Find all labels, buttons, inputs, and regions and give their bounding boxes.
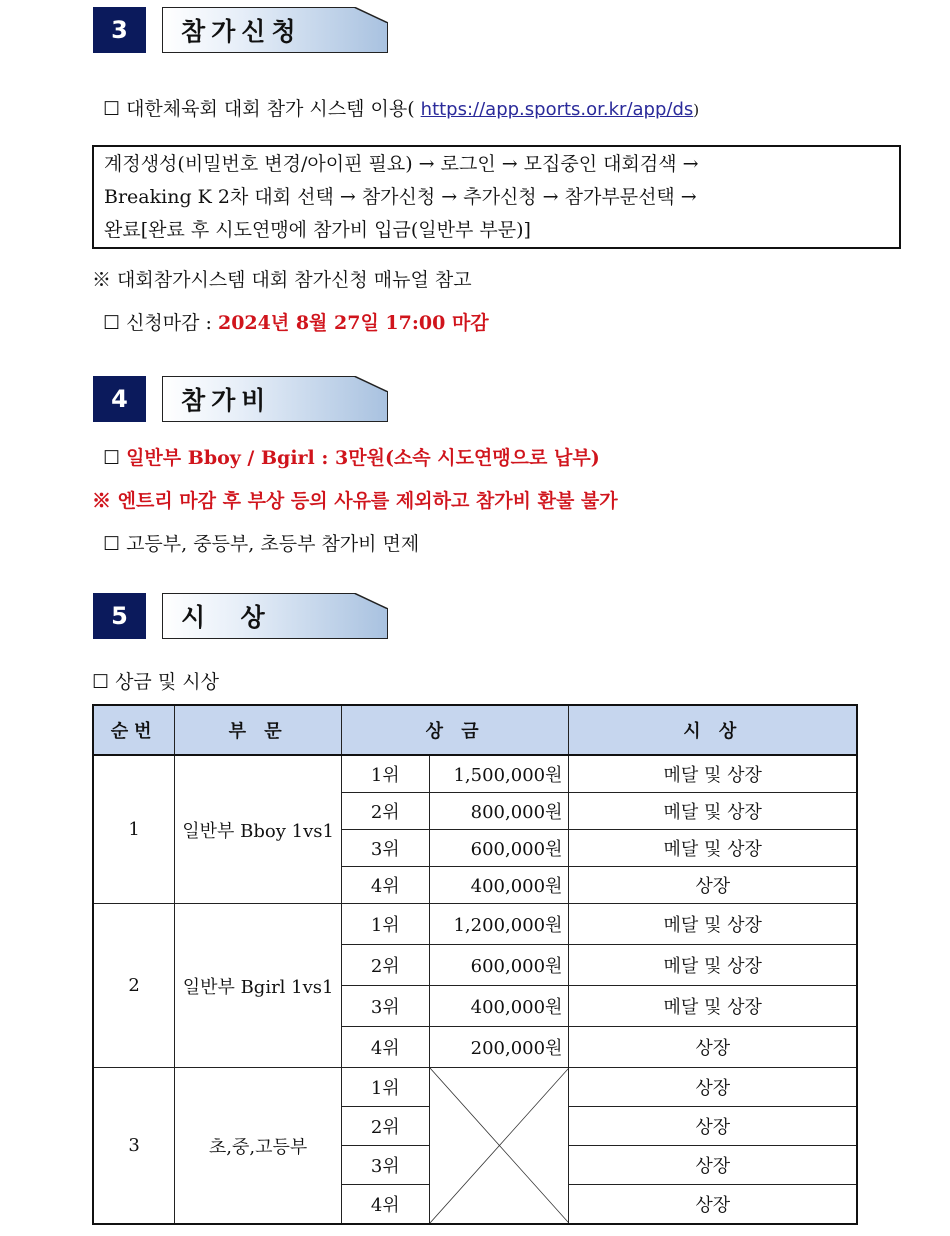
procedure-line-3: 완료[완료 후 시도연맹에 참가비 입금(일반부 부문)] bbox=[104, 219, 531, 241]
corner-fold-icon bbox=[354, 376, 388, 392]
system-usage-suffix: ) bbox=[693, 101, 700, 119]
group-division: 일반부 Bgirl 1vs1 bbox=[175, 904, 342, 1068]
rank-cell: 4위 bbox=[341, 1185, 429, 1225]
rank-cell: 2위 bbox=[341, 945, 429, 986]
manual-note: ※ 대회참가시스템 대회 참가신청 매뉴얼 참고 bbox=[92, 269, 472, 291]
money-cell: 1,200,000원 bbox=[429, 904, 569, 945]
money-cell: 1,500,000원 bbox=[429, 755, 569, 793]
award-cell: 메달 및 상장 bbox=[569, 830, 857, 867]
corner-fold-icon bbox=[354, 593, 388, 609]
procedure-box bbox=[92, 145, 901, 249]
rank-cell: 2위 bbox=[341, 793, 429, 830]
rank-cell: 1위 bbox=[341, 904, 429, 945]
section-3-number: 3 bbox=[93, 7, 146, 53]
award-cell: 상장 bbox=[569, 1107, 857, 1146]
section-5-title bbox=[162, 593, 388, 639]
rank-cell: 3위 bbox=[341, 986, 429, 1027]
section-4-number: 4 bbox=[93, 376, 146, 422]
cross-out-icon bbox=[430, 1068, 569, 1223]
rank-cell: 1위 bbox=[341, 755, 429, 793]
fee-line bbox=[103, 443, 600, 470]
award-cell: 메달 및 상장 bbox=[569, 986, 857, 1027]
header-award: 시 상 bbox=[569, 705, 857, 755]
deadline-label: ☐ 신청마감 : bbox=[103, 312, 218, 334]
corner-fold-icon bbox=[354, 7, 388, 23]
deadline-line bbox=[103, 308, 489, 335]
header-division: 부 문 bbox=[175, 705, 342, 755]
rank-cell: 4위 bbox=[341, 1027, 429, 1068]
fee-checkbox: ☐ bbox=[103, 447, 127, 469]
award-cell: 상장 bbox=[569, 1068, 857, 1107]
money-cell: 600,000원 bbox=[429, 945, 569, 986]
system-usage-text: ☐ 대한체육회 대회 참가 시스템 이용( bbox=[103, 98, 415, 120]
section-5-title-text: 시 상 bbox=[181, 603, 271, 632]
money-cell: 400,000원 bbox=[429, 986, 569, 1027]
section-4-title bbox=[162, 376, 388, 422]
section-4-title-text: 참가비 bbox=[181, 386, 272, 415]
award-cell: 메달 및 상장 bbox=[569, 793, 857, 830]
award-cell: 메달 및 상장 bbox=[569, 755, 857, 793]
award-cell: 메달 및 상장 bbox=[569, 945, 857, 986]
money-cell: 800,000원 bbox=[429, 793, 569, 830]
refund-note: ※ 엔트리 마감 후 부상 등의 사유를 제외하고 참가비 환불 불가 bbox=[92, 490, 618, 512]
section-5-number: 5 bbox=[93, 593, 146, 639]
procedure-line-2: Breaking K 2차 대회 선택 → 참가신청 → 추가신청 → 참가부문선택 → bbox=[104, 186, 697, 208]
registration-link[interactable]: https://app.sports.or.kr/app/ds bbox=[420, 99, 694, 120]
group-no: 1 bbox=[93, 755, 175, 904]
fee-value: 일반부 Bboy / Bgirl : 3만원(소속 시도연맹으로 납부) bbox=[126, 447, 600, 469]
fee-exempt-line: ☐ 고등부, 중등부, 초등부 참가비 면제 bbox=[103, 533, 420, 555]
award-cell: 상장 bbox=[569, 1185, 857, 1225]
rank-cell: 3위 bbox=[341, 1146, 429, 1185]
rank-cell: 2위 bbox=[341, 1107, 429, 1146]
award-cell: 상장 bbox=[569, 867, 857, 904]
group-no: 3 bbox=[93, 1068, 175, 1225]
money-cell: 200,000원 bbox=[429, 1027, 569, 1068]
table-row bbox=[93, 904, 857, 945]
award-cell: 상장 bbox=[569, 1146, 857, 1185]
award-cell: 메달 및 상장 bbox=[569, 904, 857, 945]
group-division: 일반부 Bboy 1vs1 bbox=[175, 755, 342, 904]
rank-cell: 4위 bbox=[341, 867, 429, 904]
header-prize: 상 금 bbox=[341, 705, 569, 755]
group-no: 2 bbox=[93, 904, 175, 1068]
rank-cell: 3위 bbox=[341, 830, 429, 867]
system-usage-line bbox=[103, 94, 699, 121]
prize-table bbox=[92, 704, 858, 1225]
money-cell: 400,000원 bbox=[429, 867, 569, 904]
deadline-value: 2024년 8월 27일 17:00 마감 bbox=[217, 312, 489, 334]
group-division: 초,중,고등부 bbox=[175, 1068, 342, 1225]
section-3-title bbox=[162, 7, 388, 53]
procedure-line-1: 계정생성(비밀번호 변경/아이핀 필요) → 로그인 → 모집중인 대회검색 → bbox=[104, 153, 699, 175]
prize-subtitle: ☐ 상금 및 시상 bbox=[92, 671, 219, 693]
money-cell: 600,000원 bbox=[429, 830, 569, 867]
table-header-row bbox=[93, 705, 857, 755]
rank-cell: 1위 bbox=[341, 1068, 429, 1107]
section-3-title-text: 참가신청 bbox=[181, 17, 302, 46]
award-cell: 상장 bbox=[569, 1027, 857, 1068]
no-prize-cross-cell bbox=[429, 1068, 569, 1225]
table-row bbox=[93, 1068, 857, 1107]
table-row bbox=[93, 755, 857, 793]
header-no: 순번 bbox=[93, 705, 175, 755]
